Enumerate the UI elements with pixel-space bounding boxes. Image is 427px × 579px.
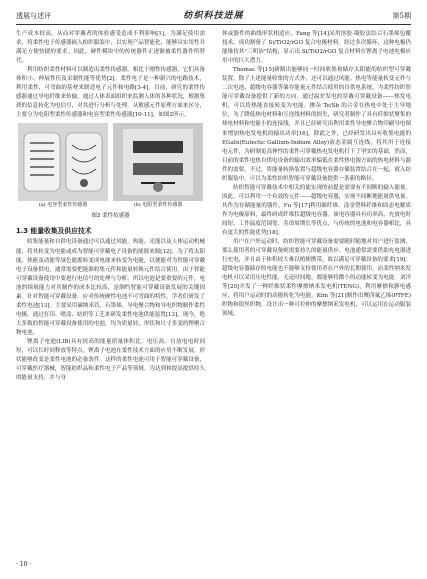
- paragraph: 纺织智能可穿戴技术中相关的能实现的前提是需要有不间断的输入能量。因此，可以利用一个有效的元件——超级电容器，实现不间断地能量供电量。其作为存储能量的器件，Fu 等[17]利用碳纤维、涂金塑料纤维和固态电解质作为电极原料，最终研成纤维状超级电容器。该电容器具有功率高、充放电时间短、工作温度范围宽、寿命周期长等优点，与传统的电池和电容器相比，具有更大的性能优势[18]。: [222, 184, 411, 237]
- paragraph: 体或器件的曲线形状相适应，Fang 等[14]采用溶胶-凝胶法结合石墨烯包覆技术，成功制备了 Si/TiO2/rGO 复合电极材料。经过多次循环，这种电极仍能维持其"三明治"结构，显示出 Si/TiO2/rGO 复合材料在锂离子电池电极应用中的巨大潜力。: [222, 31, 411, 65]
- figure-2: [16, 123, 205, 223]
- figure-caption-a: (a) 电容型柔性传感器: [38, 202, 88, 209]
- figure-title: 图2 柔性传感器: [91, 213, 130, 220]
- page-footer: [16, 561, 411, 571]
- paragraph: 锂离子电池(LIB)具有较高的能量质量体积比、电压高、自放电电时间短，可以长时间释放等特点。锂离子电池在柔性技术方面的应用不断发展，形状能够改变是柔性电池的必备条件。这样的柔性电池可用于智能可穿戴设备，可穿戴医疗器械，智能纺织品和柔性电子产品等领域。为达到和提高提供持久的能量支持，并与身: [16, 338, 205, 382]
- figure-panel-a: [18, 123, 108, 209]
- page-number: · 10 ·: [16, 561, 32, 568]
- resistive-sensor-photo: [113, 123, 203, 201]
- running-header: [16, 10, 411, 25]
- journal-title: 纺织科技进展: [183, 11, 244, 21]
- issue-number: 第5期: [392, 12, 411, 20]
- capacitive-sensor-photo: [18, 123, 108, 201]
- paragraph: 生产成本较高，从而对穿戴者的体验感受造成不利影响[1]。为满足使用需求，将柔性电子传感器嵌入纺织服装中，以实现产品智能化，能够具实用性并满足方便快捷的要求。因此，硬件模块中的传统器件正逐渐被柔性器件所替代。: [16, 31, 205, 65]
- right-column: [222, 30, 411, 320]
- left-column: [16, 30, 205, 383]
- section-heading: 1.3 能量收集及供应技术: [16, 227, 92, 236]
- figure-caption-b: (b) 电阻型柔性传感器: [133, 202, 183, 209]
- paragraph: 利用纺织柔性材料可以制造出柔性传感器，相比于刚性传感器，它们具备体积小、伸展性佳及采制性能等优势[2]。柔性电子是一种新兴的电路技术，利用柔性、可弯曲的基材来制造电子元件和电路[3-4]。目前，研究的柔性传感器通过导电纤维来传输，通过人体表面组织来监测人体的各种状况，根据集到的信息转化为电信号，对其进行分析与处理。从敏感元件原理方面来区分，主要分为电阻型柔性传感器和电容型柔性传感器[10-11]，如图2所示。: [16, 67, 205, 119]
- paragraph: 用户在户外运动时，纺织智能可穿戴设备需要随时随地对用户进行监测，那么使用者的可穿戴设备则需要持久的能量供应。电池通常需要借助充电器进行充电，并且由于体积较大难以植便携带，故以满足可穿戴设备的要求[19]。超级电容器储存的电能也不能够支持使用者在户外的长期使用，而柔性纳米发电机可以采用压电性能、无论时间地、都能够将微小的动能转变为电能。刘洋等[20]开发了一种纤维状柔性摩擦纳米发电机(TENG)，利用摩擦和静电感应，将用户运动时的动能转化为电能。Kim 等[21]制作出聚四氟乙烯(PTFE)织物和银丝织物，设计出一种可拉伸的摩擦纳米发电机，可以运用在运动服装领域。: [222, 239, 411, 318]
- section-label: 透展与述评: [16, 12, 51, 20]
- paragraph: Thomas 等[15]研制出能够同一时间收集和储存太阳能的纺织型可穿戴装置，除了上述能量收集的方式外，还可以通过风能、热电等能量转变元件与二次电池、超级电容器等储存能量元件结合使用的自供电系统，为柔性纺织智能可穿戴设备提供了新的方向。通过温差发电的穿戴可穿戴设备——热发电机，可以将热能直接转变为电能。掺杂 Te/Sb 的合金在热电中处于主导地位，为了降低热电材料和互连线材料的损失，研究者制作了具有纤维状聚集的热电材料和电能小的连接线，并且已经研究出利用柔性导电聚合物印刷导电图来增加热电发电机的输出功率[16]。除此之外，已经研发出具有收集电能的 EGaIn(Eutectic Gallium-Indium Alloy)液态金属互连线，将其用于连接电元件，为研制更高伸性的柔性可穿戴热电发电机打下了坚实的基础。然而，目前的柔性电热自供电设备的输出效率偏低在柔性热电源方面的热电材料与器件的需要。不过，将能量转换装置与超级电容器存储装置结合在一起，就入纺织服装中，可以为柔性纺织智能可穿戴设备提供一条新的路径。: [222, 67, 411, 182]
- figure-panel-b: [113, 123, 203, 209]
- paragraph: 收集能量和自供电设备通过可以通过风能、热能、光能以及人体运动机械能，将其转变为电能或成为智能可穿戴电子设备的能源来源[12]。为了将太阳能、热能及动能等绿色能源转变成电能来转变为电能，以便能对为智能可穿戴电子设备供电，通常需要把能源收集元件和能量转换元件结合使用。由于智能可穿戴设备使用中要进行电信号的处理与分析，所以电池是要重要的元件，电池的续航能力对其制作的成本比较高，是制约智能可穿戴设备发展的关键因素。针对智能可穿戴设备，应对传统硬性电池不可弯曲的特性，学者们研发了柔性电池[13]。主要采用碳纳米管、石墨烯、导电聚合物和导电织物制作柔性电极，通过打印、喷涂、纺织等工艺来研发柔性电池供能装置[13]。现今，绝大多数的智能可穿戴设备使用的电池，均为质量轻、形状和尺寸多变的锂聚合物电池。: [16, 239, 205, 336]
